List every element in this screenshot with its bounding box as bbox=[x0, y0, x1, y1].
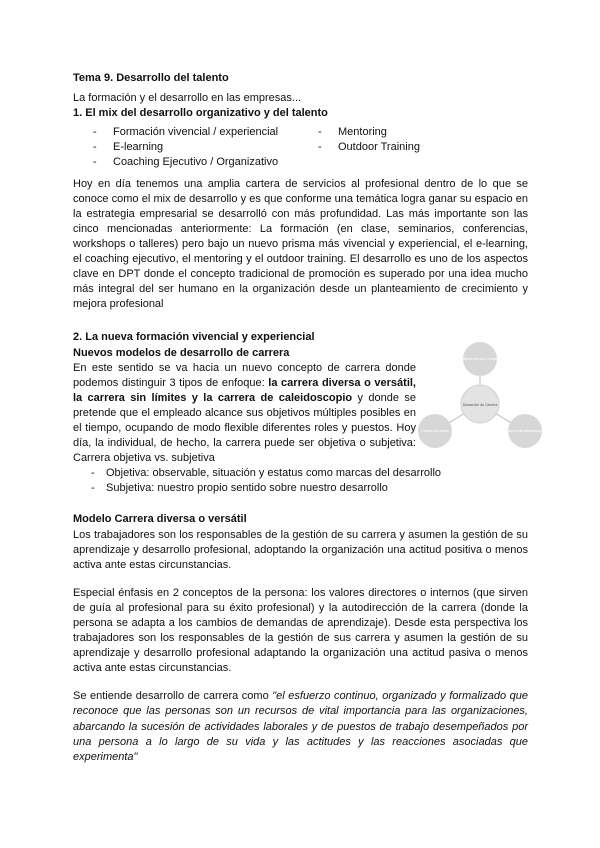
career-types-emphasis: la carrera diversa o versátil, la carrera sin límites y la carrera de caleidoscopio bbox=[73, 376, 416, 404]
list-item: - Outdoor Training bbox=[318, 141, 420, 154]
development-mix-list bbox=[73, 125, 528, 170]
list-item: - Coaching Ejecutivo / Organizativo bbox=[93, 156, 279, 169]
section-3-heading: Modelo Carrera diversa o versátil bbox=[73, 513, 247, 526]
list-item: - Objetiva: observable, situación y estatus como marcas del desarrollo bbox=[91, 467, 442, 480]
career-models-diagram bbox=[415, 342, 545, 450]
section-3-paragraph-3: Se entiende desarrollo de carrera como "el esfuerzo continuo, organizado y formalizado que reconoce que las personas son un recursos de vital importancia para las organizaciones, abarcando la sucesión de actividades laborales y de puestos de trabajo desempeñados por una persona a lo largo de su vida y las actitudes y las reacciones asociadas que experimenta" bbox=[73, 690, 528, 763]
section-1-heading: 1. El mix del desarrollo organizativo y del talento bbox=[73, 107, 328, 120]
left-node-label: Carrera sin límites bbox=[421, 429, 449, 433]
section-3-paragraph-2: Especial énfasis en 2 conceptos de la persona: los valores directores o internos (que sirven de guía al profesional para su éxito profesional) y la autodirección de la carrera (donde la persona se adapta a los cambios de demandas de aprendizaje). Desde esta perspectiva los trabajadores son los responsables de la gestión de sus carrera y asumen la gestión de su aprendizaje y desarrollo profesional adaptando la organización una actitud pasiva o menos activa ante estas circunstancias. bbox=[73, 586, 528, 675]
document-title: Tema 9. Desarrollo del talento bbox=[73, 72, 229, 84]
list-item: - Subjetiva: nuestro propio sentido sobre nuestro desarrollo bbox=[91, 482, 388, 495]
career-definition-quote: "el esfuerzo continuo, organizado y formalizado que reconoce que las personas son un recursos de vital importancia para las organizaciones, abarcando la sucesión de actividades laborales y de puestos de trabajo desempeñados por una persona a lo largo de su vida y las actitudes y las reacciones asociadas que experimenta" bbox=[73, 690, 528, 763]
section-2-subheading: Nuevos modelos de desarrollo de carrera bbox=[73, 346, 290, 359]
list-item: - Formación vivencial / experiencial bbox=[93, 126, 279, 139]
top-node-label: Carrera diversa o versátil bbox=[461, 357, 499, 361]
section-1-paragraph: Hoy en día tenemos una amplia cartera de servicios al profesional dentro de lo que se conoce como el mix de desarrollo y es que conforme una temática logra ganar su espacio en la estrategia empresarial se desarrolló con más profundidad. Las más importante son las cinco mencionadas anteriormente: La formación (en clase, seminarios, conferencias, workshops o talleres) pero bajo un nuevo prisma más vivencial y experiencial, el e-learning, el coaching ejecutivo, el mentoring y el outdoor training. El desarrollo es uno de los aspectos clave en DPT donde el concepto tradicional de promoción es superado por una idea mucho más integral del ser humano en la organización desde un planteamiento de crecimiento y mejora profesional bbox=[73, 177, 528, 311]
center-node-label: Desarrollo de Carrera bbox=[462, 403, 498, 407]
section-2-heading: 2. La nueva formación vivencial y experiencial bbox=[73, 331, 315, 344]
list-item: - Mentoring bbox=[318, 126, 387, 139]
right-node-label: Carrera de caleidoscopio bbox=[506, 429, 544, 433]
list-item: - E-learning bbox=[93, 141, 164, 154]
section-2-paragraph: En este sentido se va hacia un nuevo concepto de carrera donde podemos distinguir 3 tipos de enfoque: la carrera diversa o versátil, la carrera sin límites y la carrera de caleidoscopio y donde se pretende que el empleado alcance sus objetivos múltiples posibles en el tiempo, ocupando de modo flexible diferentes roles y puestos. Hoy día, la individual, de hecho, la carrera puede ser objetiva o subjetiva: Carrera objetiva vs. subjetiva bbox=[73, 361, 416, 465]
intro-line: La formación y el desarrollo en las empresas... bbox=[73, 92, 302, 105]
section-3-paragraph-1: Los trabajadores son los responsables de la gestión de su carrera y asumen la gestión de su aprendizaje y desarrollo profesional, adoptando la organización una actitud positiva o menos activa ante estas circunstancias. bbox=[73, 528, 528, 571]
